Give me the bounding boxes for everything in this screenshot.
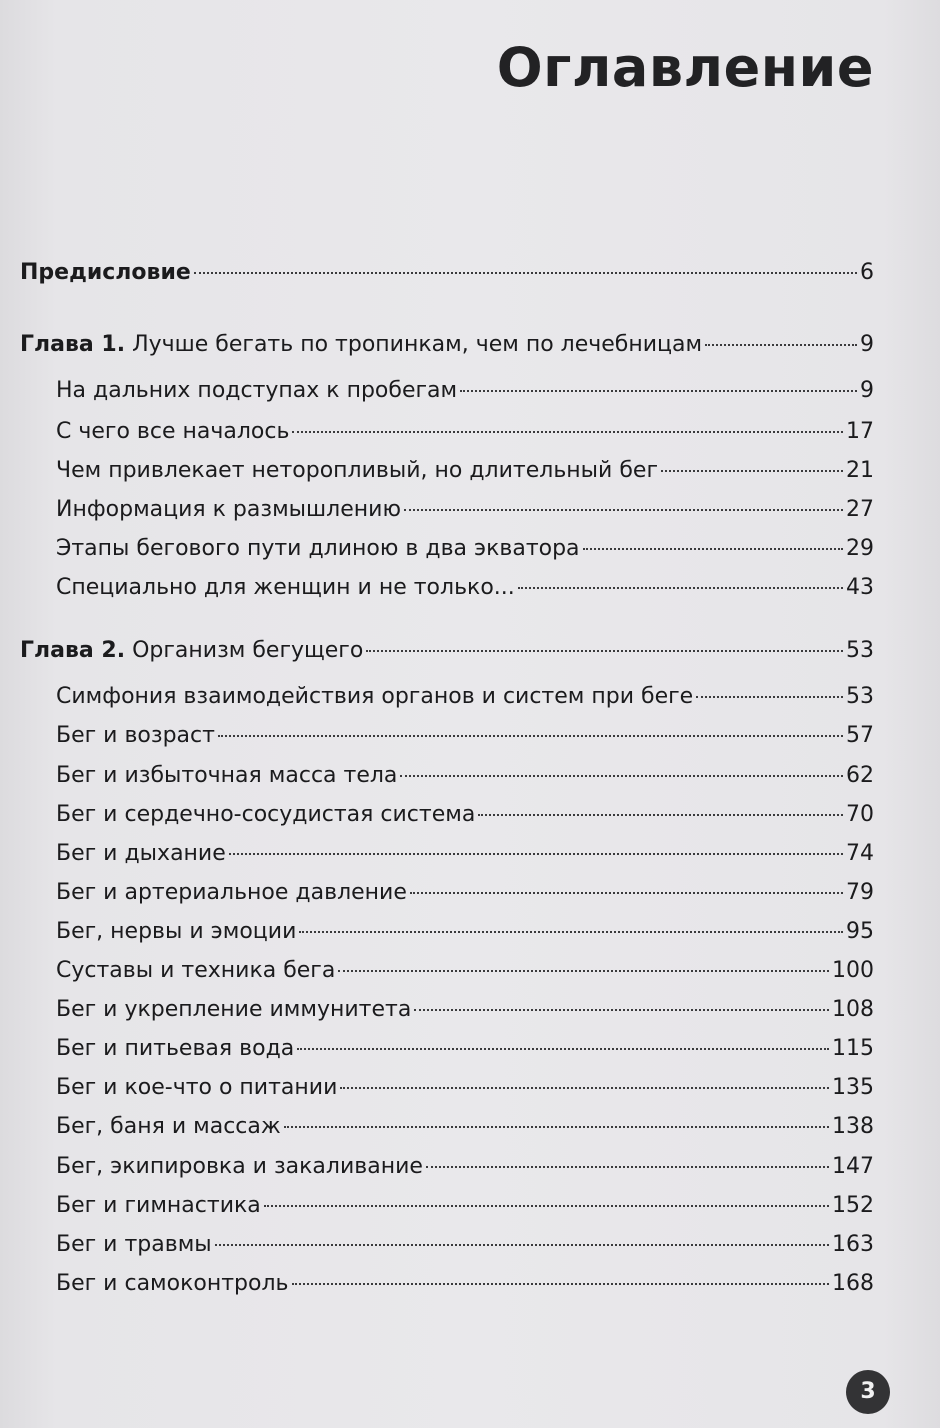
dot-leader	[194, 272, 857, 274]
toc-entry-text: Бег, экипировка и закаливание	[56, 1154, 423, 1179]
dot-leader	[218, 735, 843, 737]
toc-entry-title	[56, 800, 475, 830]
toc-entry-title	[56, 495, 401, 525]
toc-entry-title	[56, 534, 580, 564]
dot-leader	[696, 696, 843, 698]
toc-page-number: 163	[832, 1232, 874, 1257]
dot-leader	[292, 1283, 829, 1285]
toc-entry-title	[56, 376, 457, 406]
page-title: Оглавление	[496, 36, 874, 99]
toc-page-number: 62	[846, 763, 874, 788]
toc-entry-text: Бег и самоконтроль	[56, 1271, 289, 1296]
toc-entry-text: Специально для женщин и не только...	[56, 575, 515, 600]
toc-entry-title	[56, 878, 407, 908]
toc-entry-title	[56, 1269, 289, 1299]
toc-entry-heading: Предисловие	[20, 260, 191, 285]
toc-page-number: 147	[832, 1154, 874, 1179]
toc-entry-title	[56, 917, 296, 947]
toc-entry-text: На дальних подступах к пробегам	[56, 378, 458, 403]
toc-section-row	[56, 495, 874, 525]
dot-leader	[215, 1244, 829, 1246]
toc-page-number: 17	[846, 419, 874, 444]
toc-entry-text: С чего все началось	[56, 419, 290, 444]
toc-section-row	[56, 534, 874, 564]
toc-entry-text: Суставы и техника бега	[56, 958, 336, 983]
dot-leader	[410, 892, 843, 894]
toc-entry-title	[56, 1073, 337, 1103]
toc-entry-text: Бег и артериальное давление	[56, 880, 407, 905]
toc-entry-title	[56, 1112, 281, 1142]
toc-page-number: 70	[846, 802, 874, 827]
toc-chapter-number: Глава 1.	[20, 332, 126, 357]
toc-entry-text: Бег и кое-что о питании	[56, 1075, 338, 1100]
toc-entry-text: Бег, нервы и эмоции	[56, 919, 297, 944]
toc-entry-text: Бег и травмы	[56, 1232, 212, 1257]
toc-chapter-row	[20, 330, 874, 360]
toc-chapter-row	[20, 636, 874, 666]
toc-section-row	[56, 1073, 874, 1103]
toc-entry-title	[56, 995, 411, 1025]
toc-entry-title	[56, 956, 335, 986]
dot-leader	[404, 509, 843, 511]
toc-section-row	[56, 1269, 874, 1299]
toc-section-row	[56, 956, 874, 986]
toc-entry-text: Организм бегущего	[125, 638, 364, 663]
toc-entry-title	[56, 839, 226, 869]
toc-entry-text: Бег и сердечно-сосудистая система	[56, 802, 476, 827]
toc-entry-text: Этапы бегового пути длиною в два экватора	[56, 536, 580, 561]
dot-leader	[661, 470, 843, 472]
dot-leader	[338, 970, 829, 972]
dot-leader	[583, 548, 843, 550]
toc-page-number: 100	[832, 958, 874, 983]
toc-entry-title	[56, 682, 693, 712]
dot-leader	[478, 814, 843, 816]
toc-section-row	[56, 1230, 874, 1260]
toc-section-row	[56, 721, 874, 751]
toc-section-row	[56, 839, 874, 869]
toc-section-row	[56, 1191, 874, 1221]
toc-entry-text: Информация к размышлению	[56, 497, 401, 522]
dot-leader	[518, 587, 843, 589]
toc-section-row	[56, 917, 874, 947]
toc-section-row	[56, 800, 874, 830]
toc-page-number: 152	[832, 1193, 874, 1218]
toc-entry-text: Бег и избыточная масса тела	[56, 763, 398, 788]
toc-entry-title	[56, 761, 397, 791]
toc-entry-text: Бег и возраст	[56, 723, 215, 748]
dot-leader	[460, 390, 857, 392]
toc-section-row	[56, 417, 874, 447]
dot-leader	[292, 431, 843, 433]
toc-section-row	[56, 573, 874, 603]
toc-section-row	[56, 761, 874, 791]
toc-entry-text: Чем привлекает неторопливый, но длительный бег	[56, 458, 659, 483]
toc-entry-title	[56, 1230, 212, 1260]
toc-entry-text: Бег и гимнастика	[56, 1193, 261, 1218]
toc-page-number: 79	[846, 880, 874, 905]
toc-page-number: 9	[860, 378, 874, 403]
toc-page-number: 95	[846, 919, 874, 944]
toc-page-number: 53	[846, 638, 874, 663]
toc-page-number: 9	[860, 332, 874, 357]
toc-section-row	[56, 1034, 874, 1064]
dot-leader	[299, 931, 843, 933]
toc-entry-title	[56, 1191, 261, 1221]
toc-entry-title	[56, 417, 289, 447]
toc-section-row	[56, 878, 874, 908]
toc-page-number: 57	[846, 723, 874, 748]
toc-section-row	[56, 1152, 874, 1182]
dot-leader	[297, 1048, 829, 1050]
dot-leader	[284, 1126, 829, 1128]
toc-entry-title	[20, 258, 191, 288]
dot-leader	[229, 853, 843, 855]
dot-leader	[400, 775, 843, 777]
page-number-badge: 3	[846, 1370, 890, 1414]
dot-leader	[414, 1009, 829, 1011]
toc-entry-title	[56, 1034, 294, 1064]
toc-entry-title	[56, 1152, 423, 1182]
toc-section-row	[56, 376, 874, 406]
toc-entry-text: Симфония взаимодействия органов и систем при беге	[56, 684, 694, 709]
toc-section-row	[56, 995, 874, 1025]
toc-page-number: 21	[846, 458, 874, 483]
toc-entry-text: Бег и питьевая вода	[56, 1036, 295, 1061]
toc-entry-title	[20, 636, 363, 666]
toc-page-number: 27	[846, 497, 874, 522]
dot-leader	[264, 1205, 829, 1207]
toc-section-row	[56, 1112, 874, 1142]
toc-chapter-row	[20, 258, 874, 288]
dot-leader	[705, 344, 857, 346]
toc-entry-text: Лучше бегать по тропинкам, чем по лечебницам	[125, 332, 703, 357]
toc-page-number: 168	[832, 1271, 874, 1296]
toc-page-number: 115	[832, 1036, 874, 1061]
toc-entry-text: Бег и дыхание	[56, 841, 226, 866]
toc-page-number: 108	[832, 997, 874, 1022]
toc-chapter-number: Глава 2.	[20, 638, 126, 663]
toc-page-number: 138	[832, 1114, 874, 1139]
toc-entry-title	[56, 456, 658, 486]
dot-leader	[426, 1166, 829, 1168]
toc-section-row	[56, 682, 874, 712]
toc-page-number: 43	[846, 575, 874, 600]
toc-section-row	[56, 456, 874, 486]
toc-entry-text: Бег и укрепление иммунитета	[56, 997, 412, 1022]
toc-entry-title	[20, 330, 702, 360]
toc-entry-title	[56, 721, 215, 751]
toc-page-number: 6	[860, 260, 874, 285]
toc-page-number: 53	[846, 684, 874, 709]
dot-leader	[366, 650, 843, 652]
toc-entry-text: Бег, баня и массаж	[56, 1114, 281, 1139]
toc-page-number: 135	[832, 1075, 874, 1100]
toc-page-number: 29	[846, 536, 874, 561]
toc-entry-title	[56, 573, 515, 603]
toc-page-number: 74	[846, 841, 874, 866]
dot-leader	[340, 1087, 829, 1089]
